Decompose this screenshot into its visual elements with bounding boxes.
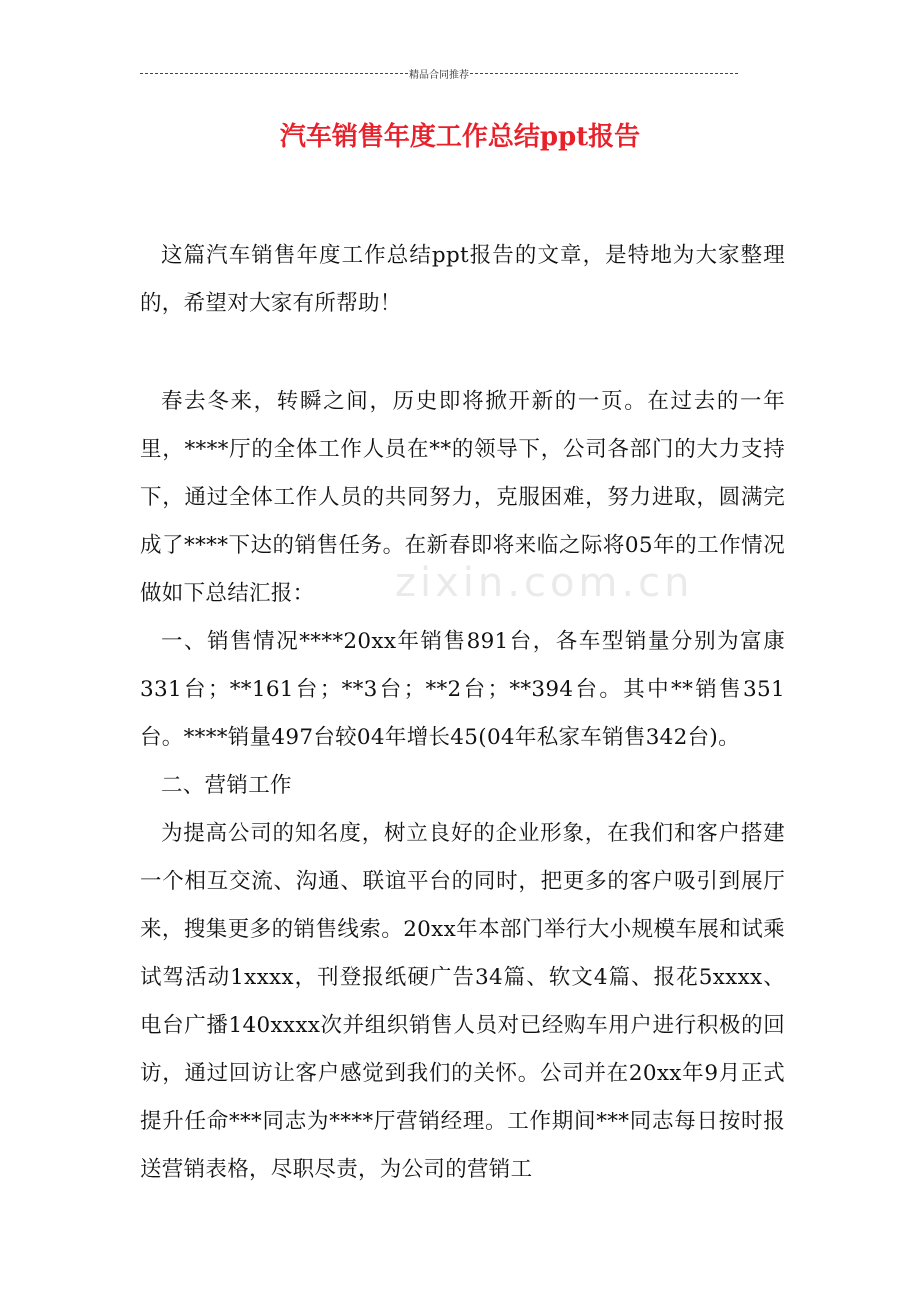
header-text: 精品合同推荐	[409, 70, 469, 81]
page-header	[140, 66, 738, 81]
document-title: 汽车销售年度工作总结ppt报告	[279, 122, 641, 152]
paragraph-marketing: 为提高公司的知名度，树立良好的企业形象，在我们和客户搭建一个相互交流、沟通、联谊平台的同时，把更多的客户吸引到展厅来，搜集更多的销售线索。20xx年本部门举行大小规模车展和试乘试驾活动1xxxx，刊登报纸硬广告34篇、软文4篇、报花5xxxx、电台广播140xxxx次并组织销售人员对已经购车用户进行积极的回访，通过回访让客户感觉到我们的关怀。公司并在20xx年9月正式提升任命***同志为****厅营销经理。工作期间***同志每日按时报送营销表格，尽职尽责，为公司的营销工	[140, 821, 785, 1182]
paragraph-sales: 一、销售情况****20xx年销售891台，各车型销量分别为富康331台；**161台；**3台；**2台；**394台。其中**销售351台。****销量497台较04年增长45(04年私家车销售342台)。	[140, 629, 785, 750]
intro-section	[140, 232, 785, 328]
intro-paragraph: 这篇汽车销售年度工作总结ppt报告的文章，是特地为大家整理的，希望对大家有所帮助！	[140, 243, 785, 316]
body-section	[140, 378, 785, 1194]
header-dash-right	[470, 73, 738, 74]
header-dash-left	[140, 73, 408, 74]
watermark-text: zixin.com.cn	[395, 560, 694, 606]
paragraph-opening: 春去冬来，转瞬之间，历史即将掀开新的一页。在过去的一年里，****厅的全体工作人员在**的领导下，公司各部门的大力支持下，通过全体工作人员的共同努力，克服困难，努力进取，圆满完成了****下达的销售任务。在新春即将来临之际将05年的工作情况做如下总结汇报：	[140, 389, 785, 606]
heading-marketing: 二、营销工作	[161, 773, 292, 798]
